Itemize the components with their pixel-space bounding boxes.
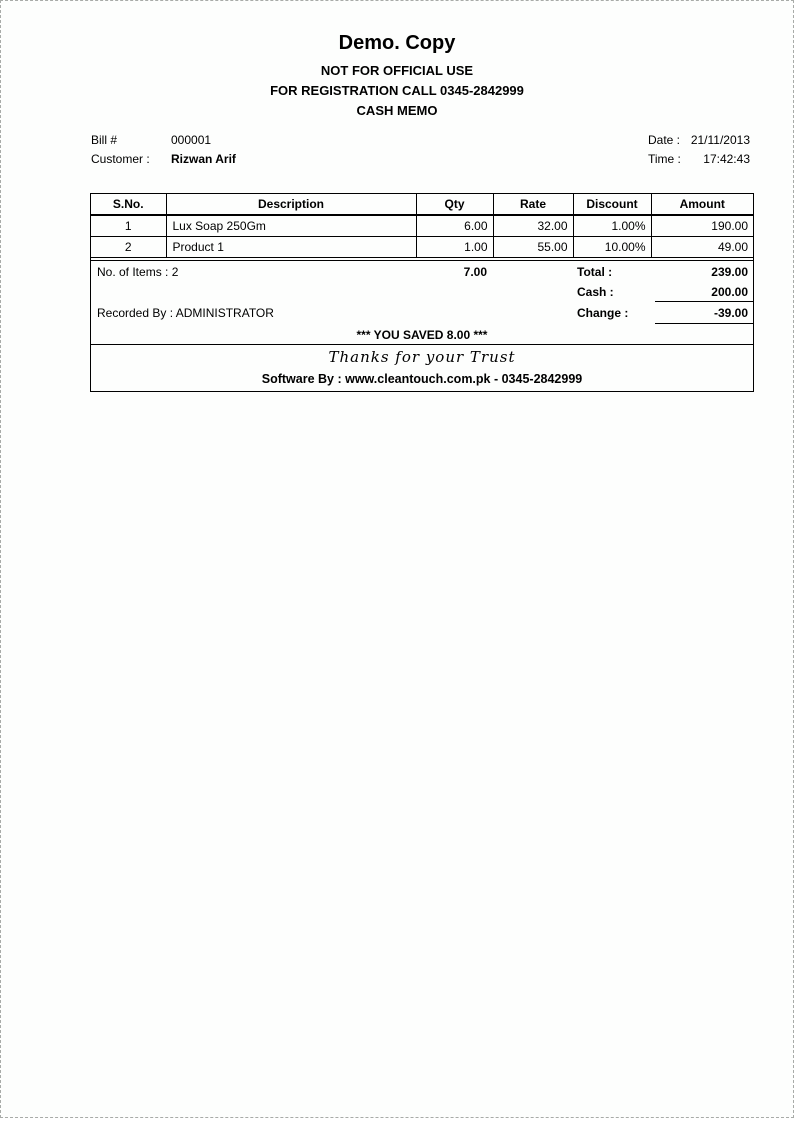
row-discount: 10.00% (573, 236, 651, 257)
cash-underline (655, 301, 753, 302)
footer-section (91, 344, 753, 391)
bill-number-label: Bill # (91, 133, 118, 147)
col-header-qty: Qty (416, 194, 493, 215)
receipt-box (90, 193, 754, 392)
thanks-message: Thanks for your Trust (328, 348, 516, 366)
row-amount: 190.00 (651, 215, 753, 236)
table-row (91, 215, 753, 236)
bill-number-value: 000001 (171, 133, 212, 147)
cash-memo-heading: CASH MEMO (356, 103, 438, 118)
time-label: Time : (648, 152, 681, 166)
recorded-by: Recorded By : ADMINISTRATOR (97, 306, 274, 320)
row-sno: 2 (91, 236, 166, 257)
date-label: Date : (648, 133, 681, 147)
registration-line: FOR REGISTRATION CALL 0345-2842999 (270, 83, 524, 98)
col-header-sno: S.No. (91, 194, 166, 215)
not-official-line: NOT FOR OFFICIAL USE (320, 63, 474, 78)
row-amount: 49.00 (717, 239, 748, 254)
row-discount: 1.00% (573, 215, 651, 236)
items-header-row (91, 194, 753, 215)
time-value: 17:42:43 (703, 152, 750, 166)
software-credit: Software By : www.cleantouch.com.pk - 0345-2842999 (261, 372, 583, 386)
row-sno: 1 (91, 215, 166, 236)
col-header-discount: Discount (573, 194, 651, 215)
items-table (91, 194, 753, 257)
demo-copy-title: Demo. Copy (338, 32, 456, 54)
qty-total: 7.00 (463, 265, 487, 279)
table-row (91, 236, 753, 257)
col-header-amount: Amount (651, 194, 753, 215)
change-value: -39.00 (713, 306, 748, 320)
change-label: Change : (577, 306, 629, 320)
row-qty: 6.00 (416, 215, 493, 236)
row-rate: 55.00 (493, 236, 573, 257)
total-label: Total : (577, 265, 613, 279)
row-rate: 32.00 (493, 215, 573, 236)
cash-value: 200.00 (711, 285, 748, 299)
col-header-description: Description (166, 194, 416, 215)
col-header-rate: Rate (493, 194, 573, 215)
customer-label: Customer : (91, 152, 150, 166)
row-qty: 1.00 (416, 236, 493, 257)
no-of-items: No. of Items : 2 (97, 265, 179, 279)
customer-value: Rizwan Arif (171, 152, 236, 166)
total-value: 239.00 (711, 265, 748, 279)
row-description: Product 1 (166, 236, 416, 257)
row-description: Lux Soap 250Gm (166, 215, 416, 236)
change-underline (655, 323, 753, 324)
date-value: 21/11/2013 (690, 133, 750, 147)
totals-section (91, 257, 753, 344)
you-saved-line: *** YOU SAVED 8.00 *** (356, 328, 488, 342)
cash-label: Cash : (577, 285, 614, 299)
